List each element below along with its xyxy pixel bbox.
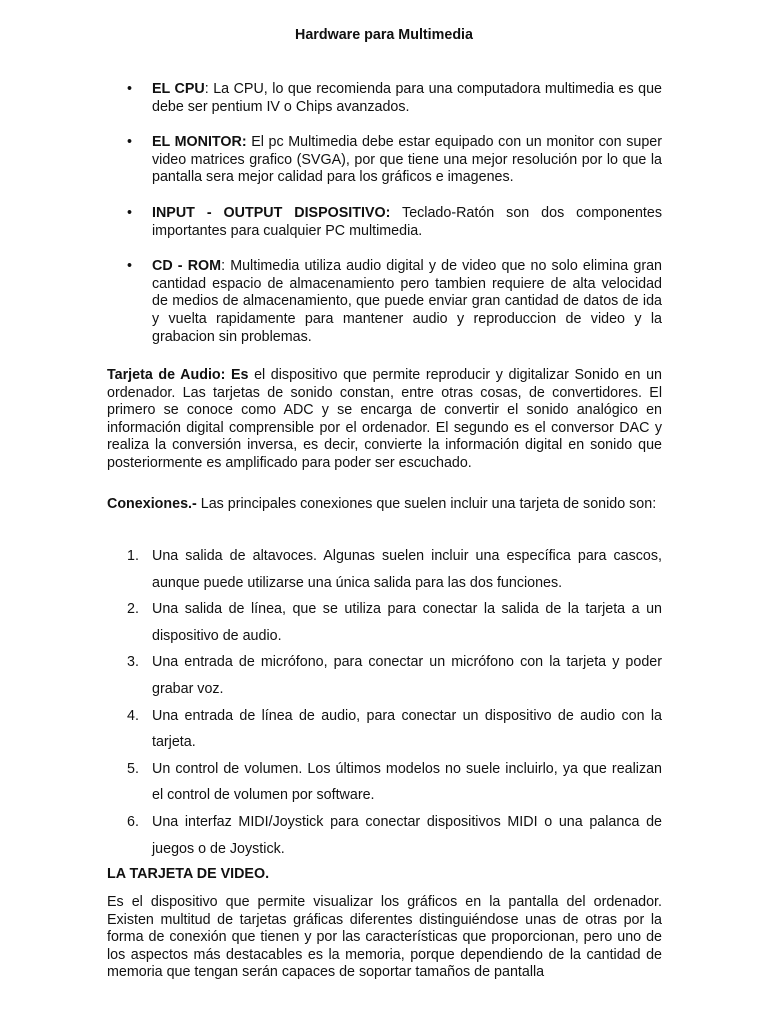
list-item xyxy=(107,809,662,862)
bullet-label: EL CPU xyxy=(152,81,205,97)
conexiones-paragraph xyxy=(107,491,662,518)
bullet-text: El pc Multimedia debe estar equipado con un monitor con super video matrices grafico (SVGA), por que tiene una mejor resolución por lo que la pantalla sera mejor calidad para los gráficos e imagenes. xyxy=(152,134,662,186)
bullet-icon: • xyxy=(127,204,133,221)
item-text: Un control de volumen. Los últimos modelos no suele incluirlo, ya que realizan el control de volumen por software. xyxy=(152,760,662,804)
list-item xyxy=(107,543,662,596)
conexiones-label: Conexiones.- xyxy=(107,496,197,512)
bullet-text: : Multimedia utiliza audio digital y de video que no solo elimina gran cantidad espacio de almacenamiento pero tambien requiere de alta velocidad de medios de almacenamiento, que puede enviar gran cantidad de datos de ida y vuelta rapidamente para mantener audio y reproduccion de video y la grabacion sin problemas. xyxy=(152,258,662,345)
video-section-title xyxy=(107,866,662,884)
list-item xyxy=(107,134,662,187)
bullet-icon: • xyxy=(127,81,133,97)
bullet-label: EL MONITOR: xyxy=(152,134,247,151)
item-text: Una salida de línea, que se utiliza para conectar la salida de la tarjeta a un dispositivo de audio. xyxy=(152,601,662,644)
list-item xyxy=(107,258,662,346)
video-paragraph: Es el dispositivo que permite visualizar los gráficos en la pantalla del ordenador. Existen multitud de tarjetas gráficas diferentes distinguiéndose unas de otras por la forma de conexión que tienen y por las características que proporcionan, pero uno de los aspectos más destacables es la memoria, porque dependiendo de la cantidad de memoria que tengan serán capaces de soportar tamaños de pantalla xyxy=(107,894,662,981)
item-number: 2. xyxy=(127,601,139,618)
audio-text: el dispositivo que permite reproducir y digitalizar Sonido en un ordenador. Las tarjetas de sonido constan, entre otras cosas, de convertidores. El primero se conoce como ADC y se encarga de convertir el sonido analógico en información digital comprensible por el ordenador. El segundo es el conversor DAC y realiza la conversión inversa, es decir, convierte la información digital en sonido que posteriormente es amplificado para poder ser escuchado. xyxy=(107,367,662,471)
bullet-label: INPUT - OUTPUT DISPOSITIVO: xyxy=(152,204,391,221)
list-item xyxy=(107,649,662,702)
video-title-text: LA TARJETA DE VIDEO. xyxy=(107,866,270,882)
item-text: Una interfaz MIDI/Joystick para conectar dispositivos MIDI o una palanca de juegos o de Joystick. xyxy=(152,813,662,857)
item-number: 4. xyxy=(127,707,139,724)
bullet-text: Teclado-Ratón son dos componentes importantes para cualquier PC multimedia. xyxy=(152,204,662,239)
item-number: 6. xyxy=(127,813,139,830)
audio-paragraph xyxy=(107,367,662,473)
list-item xyxy=(107,756,662,809)
item-text: Una salida de altavoces. Algunas suelen incluir una específica para cascos, aunque puede utilizarse una única salida para las dos funciones. xyxy=(152,548,662,591)
bullet-icon: • xyxy=(127,258,133,275)
page-title: Hardware para Multimedia xyxy=(295,27,473,43)
item-text: Una entrada de micrófono, para conectar un micrófono con la tarjeta y poder grabar voz. xyxy=(152,654,662,697)
bullet-text: : La CPU, lo que recomienda para una computadora multimedia es que debe ser pentium IV o Chips avanzados. xyxy=(152,81,663,115)
hardware-bullet-list xyxy=(107,81,662,364)
conexiones-list xyxy=(107,543,662,862)
list-item xyxy=(107,703,662,756)
audio-label: Tarjeta de Audio: Es xyxy=(107,367,249,383)
list-item xyxy=(107,596,662,649)
list-item xyxy=(107,205,662,240)
bullet-icon: • xyxy=(127,134,133,151)
item-number: 1. xyxy=(127,548,139,564)
item-text: Una entrada de línea de audio, para conectar un dispositivo de audio con la tarjeta. xyxy=(152,707,662,751)
conexiones-text: Las principales conexiones que suelen incluir una tarjeta de sonido son: xyxy=(196,496,657,512)
bullet-label: CD - ROM xyxy=(152,258,222,275)
item-number: 5. xyxy=(127,760,139,777)
item-number: 3. xyxy=(127,654,139,671)
list-item xyxy=(107,81,662,116)
